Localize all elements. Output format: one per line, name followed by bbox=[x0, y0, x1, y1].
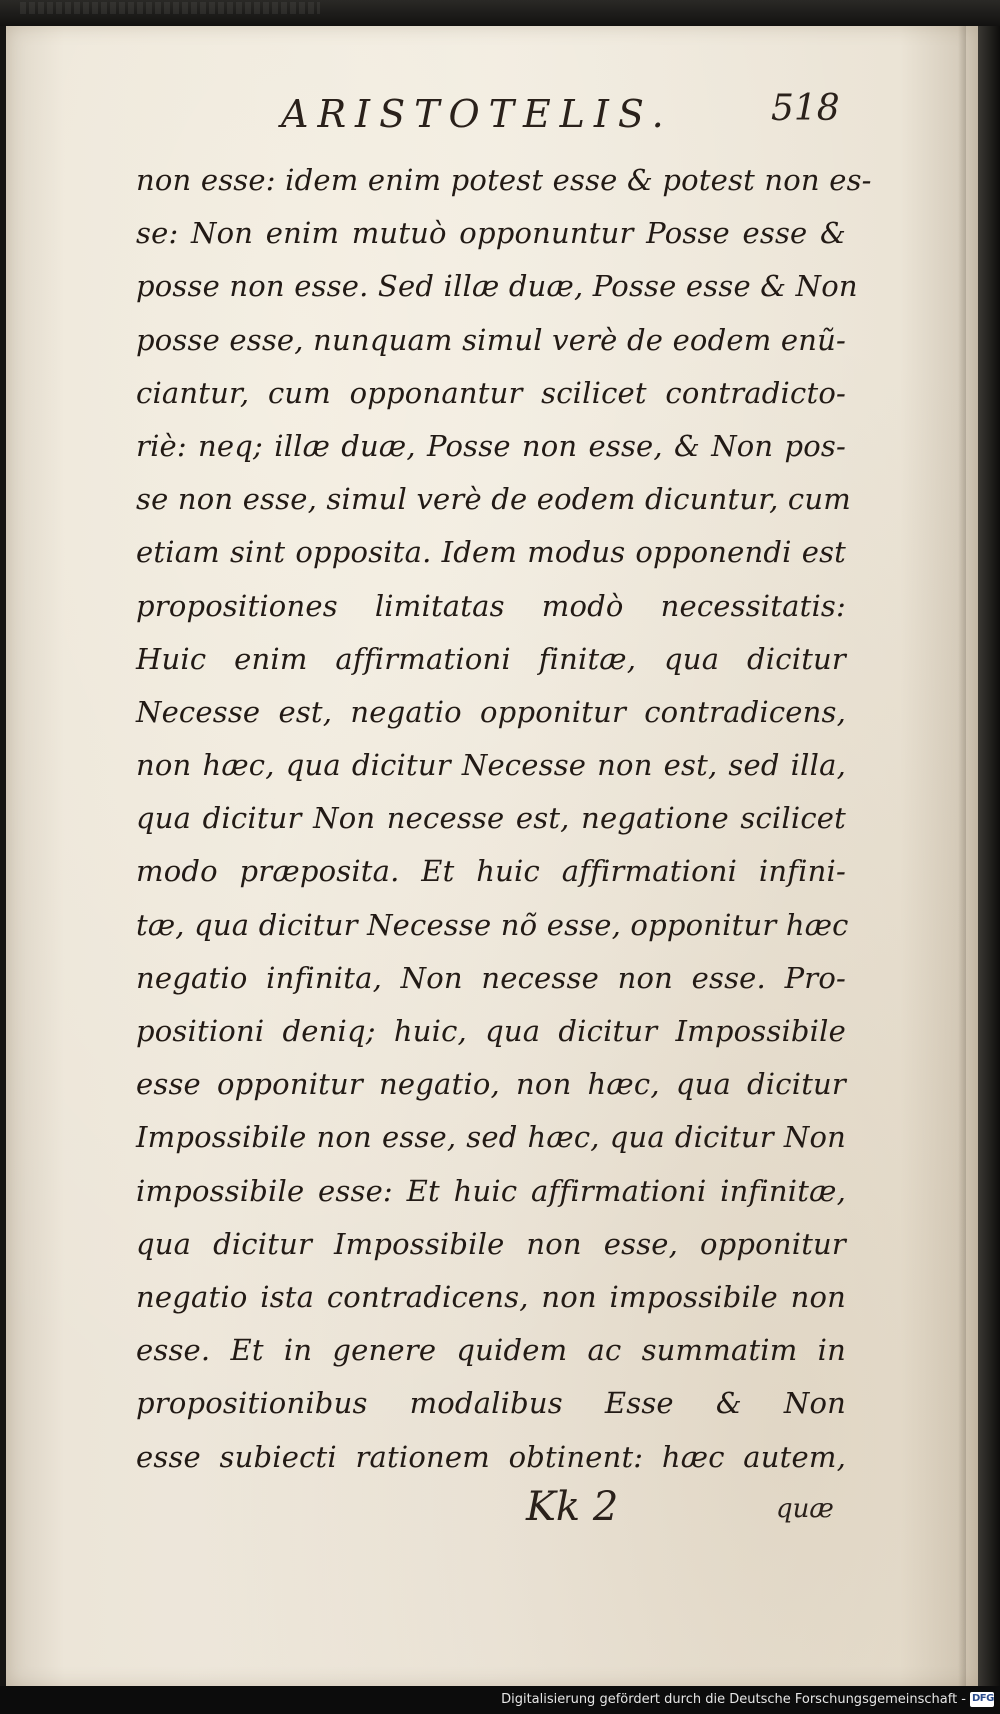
text-line: non hæc, qua dicitur Necesse non est, sed illa, bbox=[136, 748, 846, 783]
catchline bbox=[6, 1484, 978, 1544]
text-line: se: Non enim mutuò opponuntur Posse esse & bbox=[136, 216, 846, 251]
text-line: Huic enim affirmationi finitæ, qua dicitur bbox=[136, 641, 846, 676]
text-line: positioni deniq; huic, qua dicitur Impossibile bbox=[136, 1014, 846, 1048]
text-line: Necesse est, negatio opponitur contradicens, bbox=[136, 694, 846, 729]
dfg-logo-icon bbox=[970, 1692, 994, 1707]
text-line: posse esse, nunquam simul verè de eodem enũ- bbox=[136, 322, 846, 357]
text-line: propositionibus modalibus Esse & Non bbox=[136, 1386, 846, 1421]
text-line: se non esse, simul verè de eodem dicuntur, cum bbox=[136, 482, 851, 517]
body-text bbox=[136, 154, 872, 1484]
running-head bbox=[6, 86, 978, 146]
text-line: tæ, qua dicitur Necesse nõ esse, opponitur hæc bbox=[136, 907, 849, 942]
text-line: qua dicitur Impossibile non esse, opponitur bbox=[136, 1226, 846, 1261]
catchword: quæ bbox=[776, 1494, 834, 1524]
text-line: esse. Et in genere quidem ac summatim in bbox=[136, 1333, 846, 1368]
text-line: esse subiecti rationem obtinent: hæc autem, bbox=[136, 1439, 846, 1474]
text-line: esse opponitur negatio, non hæc, qua dicitur bbox=[136, 1067, 846, 1102]
text-line: negatio ista contradicens, non impossibile non bbox=[136, 1279, 846, 1314]
page-fore-edge bbox=[978, 26, 1000, 1686]
page-number: 518 bbox=[771, 88, 840, 129]
dfg-logo-label: DFG bbox=[972, 1693, 994, 1704]
text-line: impossibile esse: Et huic affirmationi infinitæ, bbox=[136, 1173, 846, 1208]
scan-bottom-border bbox=[0, 1686, 1000, 1714]
header-title: ARISTOTELIS. bbox=[281, 92, 673, 136]
bleed-through-text bbox=[20, 2, 320, 14]
text-line: ciantur, cum opponantur scilicet contradicto- bbox=[136, 375, 846, 410]
signature-mark: Kk 2 bbox=[526, 1484, 619, 1530]
text-line: Impossibile non esse, sed hæc, qua dicitur Non bbox=[136, 1120, 846, 1155]
text-line: non esse: idem enim potest esse & potest non es- bbox=[136, 163, 872, 197]
scan-top-border bbox=[0, 0, 1000, 26]
text-line: etiam sint opposita. Idem modus opponendi est bbox=[136, 535, 846, 570]
book-page bbox=[6, 26, 978, 1686]
text-line: qua dicitur Non necesse est, negatione scilicet bbox=[136, 801, 846, 836]
text-line: posse non esse. Sed illæ duæ, Posse esse & Non bbox=[136, 269, 858, 304]
text-line: propositiones limitatas modò necessitatis: bbox=[136, 588, 846, 623]
digitization-credit: Digitalisierung gefördert durch die Deutsche Forschungsgemeinschaft - bbox=[501, 1692, 966, 1707]
text-line: riè: neq; illæ duæ, Posse non esse, & Non pos- bbox=[136, 428, 846, 463]
text-line: negatio infinita, Non necesse non esse. Pro- bbox=[136, 960, 846, 995]
text-line: modo præposita. Et huic affirmationi infini- bbox=[136, 854, 846, 889]
